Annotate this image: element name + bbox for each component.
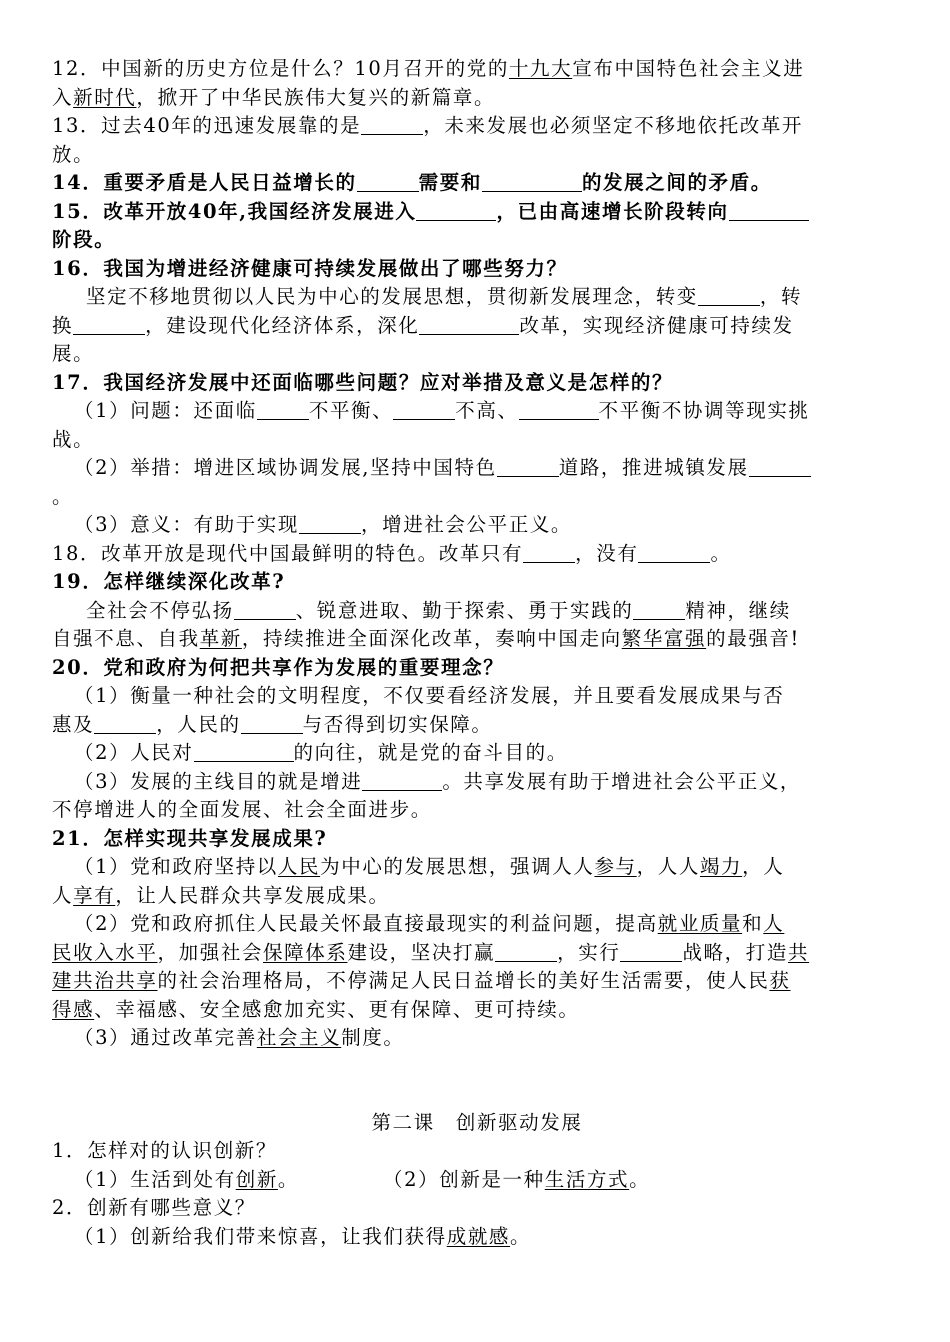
fill-blank bbox=[620, 941, 682, 962]
text-segment: ，建设现代化经济体系，深化 bbox=[145, 313, 420, 337]
q17-question bbox=[52, 369, 902, 398]
text-segment: 需要和 bbox=[418, 171, 482, 194]
text-segment: 1．怎样对的认识创新？ bbox=[52, 1139, 278, 1162]
answer-underline: 民收入水平 bbox=[52, 940, 158, 964]
q14-line bbox=[52, 169, 902, 198]
text-segment: 建设，坚决打赢 bbox=[347, 940, 496, 964]
text-segment: 。 bbox=[710, 541, 732, 565]
text-segment: 的向往，就是党的奋斗目的。 bbox=[293, 741, 568, 764]
text-segment: （2）创新是一种 bbox=[383, 1167, 545, 1191]
answer-underline: 得感 bbox=[52, 997, 95, 1021]
text-segment: 制度。 bbox=[341, 1026, 405, 1049]
fill-blank bbox=[361, 115, 423, 136]
text-segment: （1）衡量一种社会的文明程度，不仅要看经济发展，并且要看发展成果与否 bbox=[74, 684, 785, 707]
l2q1-answers bbox=[52, 1166, 902, 1195]
text-segment: 13．过去40年的迅速发展靠的是 bbox=[52, 114, 362, 137]
fill-blank bbox=[241, 713, 303, 734]
text-segment: 12．中国新的历史方位是什么？10月召开的党的 bbox=[52, 57, 509, 80]
text-segment: ，掀开了中华民族伟大复兴的新篇章。 bbox=[136, 85, 496, 109]
text-segment: 不停增进人的全面发展、社会全面进步。 bbox=[52, 798, 432, 821]
text-segment: （2）举措：增进区域协调发展,坚持中国特色 bbox=[74, 456, 497, 479]
q13-line2 bbox=[52, 141, 902, 170]
text-segment: 为中心的发展思想，强调人人 bbox=[320, 855, 595, 878]
fill-blank bbox=[194, 742, 294, 763]
fill-blank bbox=[257, 400, 309, 421]
q17-part2-line1 bbox=[52, 454, 902, 483]
text-segment: ，持续推进全面深化改革，奏响中国走向 bbox=[241, 627, 622, 650]
fill-blank bbox=[749, 457, 811, 478]
answer-underline: 建共治共享 bbox=[52, 969, 158, 992]
q21-part2-line3 bbox=[52, 967, 902, 996]
text-segment: 2．创新有哪些意义？ bbox=[52, 1196, 256, 1219]
fill-blank bbox=[73, 314, 145, 335]
text-segment: （3）发展的主线目的就是增进 bbox=[74, 769, 363, 793]
text-segment: 的最强音! bbox=[706, 627, 800, 650]
text-segment: 道路，推进城镇发展 bbox=[558, 456, 749, 479]
text-segment: 不平衡不协调等现实挑 bbox=[598, 399, 810, 422]
answer-underline: 生活方式 bbox=[544, 1167, 630, 1191]
q19-answer-line1 bbox=[52, 597, 902, 626]
q13-line1 bbox=[52, 112, 902, 141]
text-segment: 坚定不移地贯彻以人民为中心的发展思想，贯彻新发展理念，转变 bbox=[86, 285, 698, 308]
text-segment: ，让人民群众共享发展成果。 bbox=[115, 883, 390, 907]
text-segment: 、锐意进取、勤于探索、勇于实践的 bbox=[295, 598, 634, 622]
text-segment: 21．怎样实现共享发展成果? bbox=[52, 826, 328, 850]
fill-blank bbox=[633, 599, 685, 620]
q19-question bbox=[52, 568, 902, 597]
text-segment: ，实行 bbox=[557, 940, 621, 964]
text-segment: ，加强社会 bbox=[157, 940, 264, 964]
text-segment: （1）党和政府坚持以 bbox=[74, 855, 278, 878]
text-segment: 、幸福感、安全感愈加充实、更有保障、更可持续。 bbox=[94, 997, 580, 1021]
q16-answer-line3 bbox=[52, 340, 902, 369]
text-segment: ，没有 bbox=[575, 541, 639, 565]
q17-part1-line2 bbox=[52, 426, 902, 455]
text-segment: 不高、 bbox=[455, 399, 519, 422]
text-segment: 。 bbox=[52, 484, 74, 508]
q17-part2-line2 bbox=[52, 483, 902, 512]
answer-underline: 繁华富强 bbox=[621, 627, 707, 650]
fill-blank bbox=[495, 941, 557, 962]
text-segment: 宣布中国特色社会主义进 bbox=[572, 57, 805, 80]
text-segment: 20．党和政府为何把共享作为发展的重要理念？ bbox=[52, 655, 505, 679]
text-segment: 。 bbox=[277, 1167, 300, 1191]
answer-underline: 成就感 bbox=[446, 1224, 511, 1248]
fill-blank bbox=[729, 200, 809, 221]
q20-part3-line2 bbox=[52, 796, 902, 825]
answer-underline: 新时代 bbox=[73, 85, 137, 109]
text-segment: 的发展之间的矛盾。 bbox=[581, 171, 772, 194]
q20-part1-line1 bbox=[52, 682, 902, 711]
text-segment: 精神，继续 bbox=[685, 598, 791, 622]
answer-underline: 就业质量 bbox=[657, 912, 743, 935]
answer-underline: 人 bbox=[763, 912, 785, 935]
text-segment: 战。 bbox=[52, 427, 95, 451]
fill-blank bbox=[419, 314, 519, 335]
text-segment: 。共享发展有助于增进社会公平正义， bbox=[442, 769, 802, 793]
answer-underline: 共 bbox=[787, 940, 810, 964]
q20-part3-line1 bbox=[52, 768, 902, 797]
text-segment: 14．重要矛盾是人民日益增长的 bbox=[52, 171, 357, 194]
l2q1-question bbox=[52, 1137, 902, 1166]
q20-question bbox=[52, 654, 902, 683]
q21-part2-line1 bbox=[52, 910, 902, 939]
text-segment: 战略，打造 bbox=[682, 940, 788, 964]
fill-blank bbox=[393, 400, 455, 421]
fill-blank bbox=[497, 457, 559, 478]
text-segment: ，增进社会公平正义。 bbox=[361, 513, 573, 536]
q16-answer-line2 bbox=[52, 312, 902, 341]
l2q2-answer bbox=[52, 1223, 902, 1252]
text-segment: （1）创新给我们带来惊喜，让我们获得 bbox=[74, 1224, 447, 1248]
text-segment: 的社会治理格局，不停满足人民日益增长的美好生活需要，使人民 bbox=[157, 969, 770, 992]
text-segment: （1）问题：还面临 bbox=[74, 399, 257, 422]
q21-part1-line1 bbox=[52, 853, 902, 882]
text-segment: 放。 bbox=[52, 142, 95, 166]
q12-line1 bbox=[52, 55, 902, 84]
text-segment: 19．怎样继续深化改革? bbox=[52, 570, 286, 593]
q17-part1-line1 bbox=[52, 397, 902, 426]
text-segment: 。 bbox=[629, 1167, 651, 1191]
q18-line bbox=[52, 540, 902, 569]
text-segment: 不平衡、 bbox=[308, 399, 394, 422]
text-segment: 换 bbox=[52, 313, 74, 337]
fill-blank bbox=[523, 542, 575, 563]
section-gap bbox=[52, 1053, 902, 1109]
text-segment: ，人民的 bbox=[156, 712, 241, 736]
fill-blank bbox=[482, 172, 582, 193]
text-segment: ，未来发展也必须坚定不移地依托改革开 bbox=[423, 114, 804, 137]
answer-underline: 参与 bbox=[594, 855, 637, 878]
fill-blank bbox=[299, 514, 361, 535]
text-segment: 阶段。 bbox=[52, 228, 116, 251]
fill-blank bbox=[638, 542, 710, 563]
text-segment: 16．我国为增进经济健康可持续发展做出了哪些努力？ bbox=[52, 256, 568, 280]
fill-blank bbox=[362, 770, 442, 791]
text-segment: 第二课 创新驱动发展 bbox=[371, 1110, 583, 1134]
text-segment: 入 bbox=[52, 85, 74, 109]
text-segment: 全社会不停弘扬 bbox=[86, 598, 234, 622]
q20-part2-line bbox=[52, 739, 902, 768]
answer-underline: 十九大 bbox=[508, 57, 573, 80]
text-segment: （2）人民对 bbox=[74, 741, 194, 764]
answer-underline: 社会主义 bbox=[256, 1026, 342, 1049]
text-segment: 18．改革开放是现代中国最鲜明的特色。改革只有 bbox=[52, 541, 524, 565]
text-segment: 与否得到切实保障。 bbox=[302, 712, 493, 736]
answer-underline: 革新 bbox=[199, 627, 242, 650]
lesson2-title bbox=[52, 1109, 902, 1138]
text-segment: ，已由高速增长阶段转向 bbox=[496, 199, 729, 223]
text-segment: 人 bbox=[52, 883, 74, 907]
q16-answer-line1 bbox=[52, 283, 902, 312]
text-segment: ，人人 bbox=[636, 855, 700, 878]
q12-line2 bbox=[52, 84, 902, 113]
text-segment: ，转 bbox=[759, 285, 803, 308]
text-segment: 自强不息、自我 bbox=[52, 627, 200, 650]
text-segment: （1）生活到处有 bbox=[74, 1167, 236, 1191]
answer-underline: 享有 bbox=[73, 883, 116, 907]
q20-part1-line2 bbox=[52, 711, 902, 740]
answer-underline: 人民 bbox=[277, 855, 321, 878]
text-segment: （3）通过改革完善 bbox=[74, 1026, 257, 1049]
answer-underline: 竭力 bbox=[699, 855, 743, 878]
fill-blank bbox=[698, 286, 760, 307]
q21-part2-line4 bbox=[52, 996, 902, 1025]
fill-blank bbox=[94, 713, 156, 734]
text-segment: （2）党和政府抓住人民最关怀最直接最现实的利益问题，提高 bbox=[74, 912, 658, 935]
q15-line2 bbox=[52, 226, 902, 255]
q16-question bbox=[52, 255, 902, 284]
fill-blank bbox=[234, 599, 296, 620]
q21-part2-line2 bbox=[52, 939, 902, 968]
text-segment: 惠及 bbox=[52, 712, 95, 736]
fill-blank bbox=[357, 172, 419, 193]
text-segment: 展。 bbox=[52, 342, 95, 365]
document-page bbox=[52, 55, 902, 1251]
fill-blank bbox=[519, 400, 599, 421]
fill-blank bbox=[416, 200, 496, 221]
text-segment: 和 bbox=[742, 912, 764, 935]
text-segment: 改革，实现经济健康可持续发 bbox=[519, 313, 794, 337]
l2q2-question bbox=[52, 1194, 902, 1223]
text-segment: （3）意义：有助于实现 bbox=[74, 513, 300, 536]
q19-answer-line2 bbox=[52, 625, 902, 654]
text-segment: 17．我国经济发展中还面临哪些问题？应对举措及意义是怎样的？ bbox=[52, 370, 674, 394]
q21-part3-line bbox=[52, 1024, 902, 1053]
answer-underline: 创新 bbox=[235, 1167, 278, 1191]
q21-question bbox=[52, 825, 902, 854]
text-segment: 。 bbox=[510, 1224, 532, 1248]
text-segment: 15．改革开放40年,我国经济发展进入 bbox=[52, 199, 417, 223]
answer-underline: 获 bbox=[769, 969, 791, 992]
text-segment: ，人 bbox=[742, 855, 785, 878]
q15-line1 bbox=[52, 198, 902, 227]
answer-underline: 保障体系 bbox=[263, 940, 348, 964]
q17-part3-line bbox=[52, 511, 902, 540]
q21-part1-line2 bbox=[52, 882, 902, 911]
